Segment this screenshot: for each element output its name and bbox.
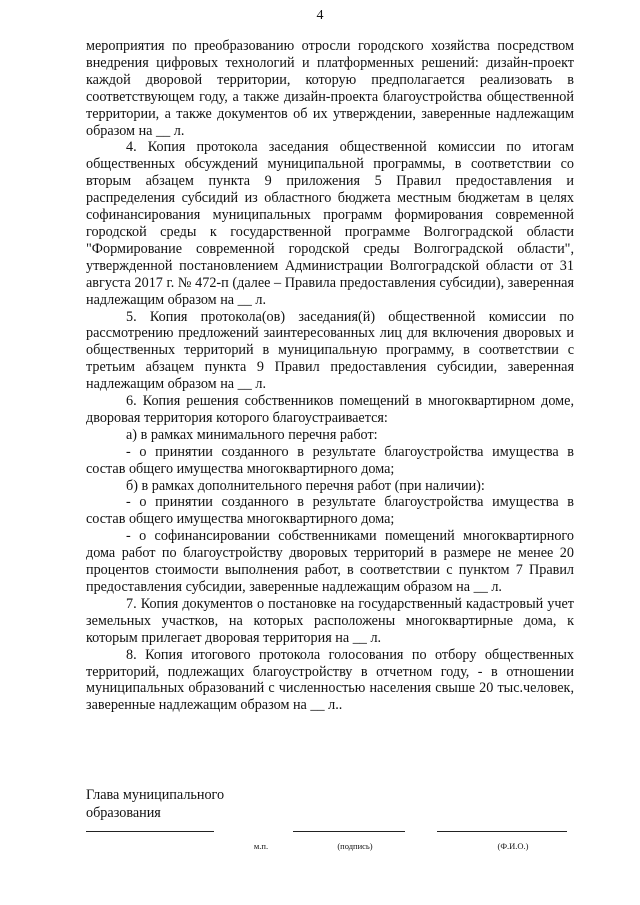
signature-line: [293, 831, 405, 832]
paragraph-item-7: 7. Копия документов о постановке на государственный кадастровый учет земельных участков, на которых расположены многоквартирные дома, к которым прилегает дворовая территория на __ л.: [86, 595, 574, 646]
document-body: [86, 38, 574, 714]
signature-block: [86, 786, 224, 822]
paragraph-subitem-b: б) в рамках дополнительного перечня работ (при наличии):: [126, 477, 485, 494]
paragraph-subitem-b-point-2: - о софинансировании собственниками помещений многоквартирного дома работ по благоустройству дворовых территорий в размере не менее 20 процентов стоимости выполнения работ, в соответствии с пунктом 7 Правил предоставления субсидии, заверенные надлежащим образом на __ л.: [86, 528, 574, 595]
signature-caption: (подпись): [337, 841, 373, 851]
title-underline: [86, 831, 214, 832]
stamp-caption: м.п.: [253, 841, 269, 851]
page-number: 4: [316, 8, 324, 23]
name-caption: (Ф.И.О.): [497, 841, 529, 851]
signatory-title-line-2: образования: [86, 805, 161, 821]
paragraph-item-4: 4. Копия протокола заседания общественной комиссии по итогам общественных обсуждений муниципальной программы, в соответствии со вторым абзацем пункта 9 приложения 5 Правил предоставления и распределения субсидий из областного бюджета местным бюджетам в целях софинансирования муниципальных программ формирования современной городской среды к государственной программе Волгоградской области "Формирование современной городской среды Волгоградской области", утвержденной постановлением Администрации Волгоградской области от 31 августа 2017 г. № 472-п (далее – Правила предоставления субсидии), заверенная надлежащим образом на __ л.: [86, 139, 574, 308]
paragraph-item-5: 5. Копия протокола(ов) заседания(й) общественной комиссии по рассмотрению предложений заинтересованных лиц для включения дворовых и общественных территорий в муниципальную программу, в соответствии с третьим абзацем пункта 9 Правил предоставления субсидии, заверенная надлежащим образом на __ л.: [86, 308, 574, 393]
paragraph-subitem-b-point-1: - о принятии созданного в результате благоустройства имущества в состав общего имущества многоквартирного дома;: [86, 494, 574, 528]
paragraph-subitem-a: а) в рамках минимального перечня работ:: [126, 426, 378, 443]
paragraph-item-6: 6. Копия решения собственников помещений в многоквартирном доме, дворовая территория которого благоустраивается:: [86, 393, 574, 426]
signatory-title-line-1: Глава муниципального: [86, 787, 225, 803]
paragraph-item-8: 8. Копия итогового протокола голосования по отбору общественных территорий, подлежащих благоустройству в отчетном году, - в отношении муниципальных образований с численностью населения свыше 20 тыс.человек, заверенные надлежащим образом на __ л..: [86, 646, 574, 714]
paragraph-subitem-a-point: - о принятии созданного в результате благоустройства имущества в состав общего имущества многоквартирного дома;: [86, 443, 574, 477]
paragraph-continuation: мероприятия по преобразованию отросли городского хозяйства посредством внедрения цифровых технологий и платформенных решений: дизайн-проект каждой дворовой территории, которую предполагается реализовать в соответствующем году, а также дизайн-проекта благоустройства общественной территории, а также документов об их утверждении, заверенные надлежащим образом на __ л.: [86, 38, 574, 139]
name-line: [437, 831, 567, 832]
